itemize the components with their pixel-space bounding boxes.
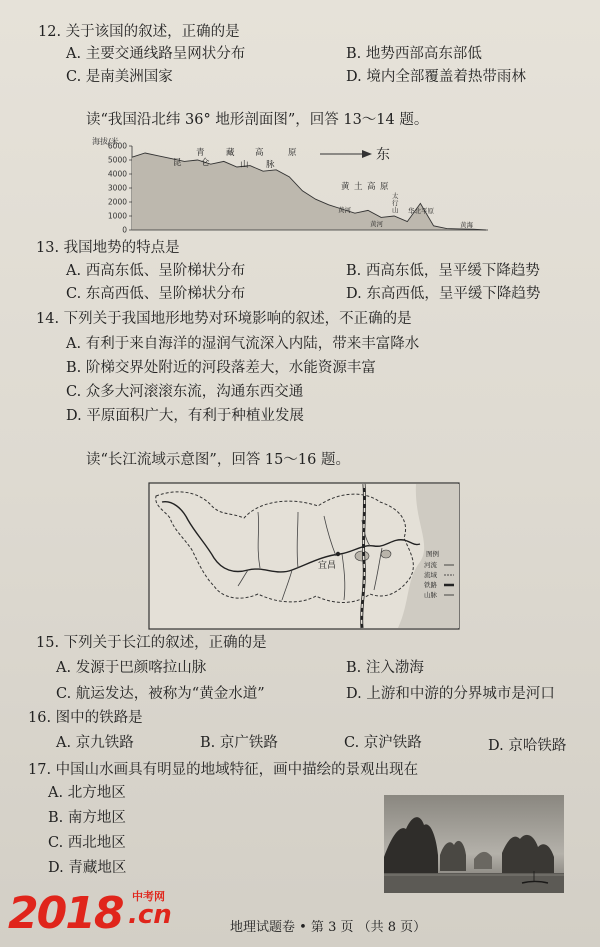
- label-gao2: 高: [367, 182, 376, 192]
- q15-stem: 15. 下列关于长江的叙述，正确的是: [36, 635, 267, 651]
- q14-option-b: B. 阶梯交界处附近的河段落差大，水能资源丰富: [66, 360, 376, 376]
- legend-mountain: 山脉: [424, 591, 437, 599]
- legend-railway: 铁路: [424, 581, 437, 589]
- q14-option-a: A. 有利于来自海洋的湿润气流深入内陆，带来丰富降水: [66, 336, 420, 352]
- q13-option-c: C. 东高西低、呈阶梯状分布: [66, 286, 246, 302]
- q17-option-a: A. 北方地区: [48, 785, 126, 801]
- legend-basin: 流域: [424, 571, 437, 579]
- y-tick-label: 2000: [107, 197, 127, 207]
- label-tai: 太: [392, 192, 399, 200]
- q13-option-a: A. 西高东低、呈阶梯状分布: [66, 263, 246, 279]
- watermark-site: 中考网: [132, 890, 165, 903]
- legend-title: 图例: [426, 550, 439, 558]
- q14-stem: 14. 下列关于我国地形地势对环境影响的叙述，不正确的是: [36, 311, 412, 327]
- city-label-yichang: 宜昌: [318, 561, 337, 571]
- q15-option-b: B. 注入渤海: [346, 660, 424, 676]
- q12-stem: 12. 关于该国的叙述，正确的是: [38, 24, 240, 40]
- label-yuan2: 原: [380, 182, 389, 192]
- q16-option-c: C. 京沪铁路: [344, 735, 422, 751]
- q15-option-c: C. 航运发达，被称为“黄金水道”: [56, 686, 265, 702]
- label-yuan: 原: [288, 148, 297, 158]
- y-tick-label: 4000: [107, 169, 127, 179]
- label-huang: 黄: [341, 182, 350, 192]
- y-tick-label: 5000: [107, 155, 127, 165]
- label-lun: 仑: [201, 158, 210, 168]
- label-north-china-plain: 华北平原: [408, 207, 434, 215]
- q13-option-b: B. 西高东低，呈平缓下降趋势: [346, 263, 540, 279]
- q17-stem: 17. 中国山水画具有明显的地域特征，画中描绘的景观出现在: [28, 762, 419, 778]
- q17-option-b: B. 南方地区: [48, 810, 126, 826]
- lake: [355, 551, 369, 561]
- y-tick-label: 3000: [107, 183, 127, 193]
- yangtze-basin-map: [148, 482, 460, 630]
- q16-option-d: D. 京哈铁路: [488, 738, 567, 754]
- label-yellow-river-1: 黄河: [338, 206, 351, 214]
- label-yellow-river-2: 黄河: [370, 220, 383, 228]
- y-tick-label: 1000: [107, 211, 127, 221]
- q12-option-d: D. 境内全部覆盖着热带雨林: [346, 69, 526, 85]
- q15-option-a: A. 发源于巴颜喀拉山脉: [56, 660, 207, 676]
- terrain-profile-chart: [90, 134, 490, 236]
- direction-label: 东: [376, 147, 390, 163]
- watermark-domain: .cn: [128, 900, 172, 930]
- q12-option-b: B. 地势西部高东部低: [346, 46, 482, 62]
- watermark-year: 2018: [8, 888, 123, 939]
- y-tick-label: 6000: [107, 141, 127, 151]
- label-qing: 青: [196, 148, 205, 158]
- lake: [381, 550, 391, 558]
- landscape-painting: [384, 795, 564, 893]
- q14-option-c: C. 众多大河滚滚东流，沟通东西交通: [66, 384, 304, 400]
- label-zang: 藏: [226, 148, 235, 158]
- q14-option-d: D. 平原面积广大，有利于种植业发展: [66, 408, 304, 424]
- q15-option-d: D. 上游和中游的分界城市是河口: [346, 686, 555, 702]
- label-shan: 山: [240, 160, 249, 170]
- q16-stem: 16. 图中的铁路是: [28, 710, 143, 726]
- q12-option-a: A. 主要交通线路呈网状分布: [66, 46, 246, 62]
- q17-option-d: D. 青藏地区: [48, 860, 127, 876]
- profile-area: [132, 153, 486, 230]
- q12-option-c: C. 是南美洲国家: [66, 69, 173, 85]
- label-tu: 土: [354, 182, 363, 192]
- page-footer: 地理试题卷 • 第 3 页 （共 8 页）: [230, 920, 427, 935]
- yichang-dot: [336, 552, 340, 556]
- y-tick-label: 0: [122, 225, 127, 235]
- label-kun: 昆: [173, 158, 182, 168]
- q13-stem: 13. 我国地势的特点是: [36, 240, 180, 256]
- label-yellow-sea: 黄海: [460, 221, 473, 229]
- reading-prompt-profile: 读“我国沿北纬 36° 地形剖面图”，回答 13～14 题。: [86, 112, 429, 128]
- label-gao: 高: [255, 148, 264, 158]
- q16-option-b: B. 京广铁路: [200, 735, 278, 751]
- legend-river: 河流: [424, 561, 437, 569]
- reading-prompt-basin: 读“长江流域示意图”，回答 15～16 题。: [86, 452, 350, 468]
- profile-ylabel: 海拔/米: [92, 137, 119, 146]
- q16-option-a: A. 京九铁路: [56, 735, 134, 751]
- label-shan2: 山: [392, 206, 399, 214]
- label-mai: 脉: [266, 160, 275, 170]
- arrow-head-icon: [362, 150, 372, 158]
- label-xing: 行: [392, 199, 399, 207]
- q17-option-c: C. 西北地区: [48, 835, 126, 851]
- q13-option-d: D. 东高西低，呈平缓下降趋势: [346, 286, 541, 302]
